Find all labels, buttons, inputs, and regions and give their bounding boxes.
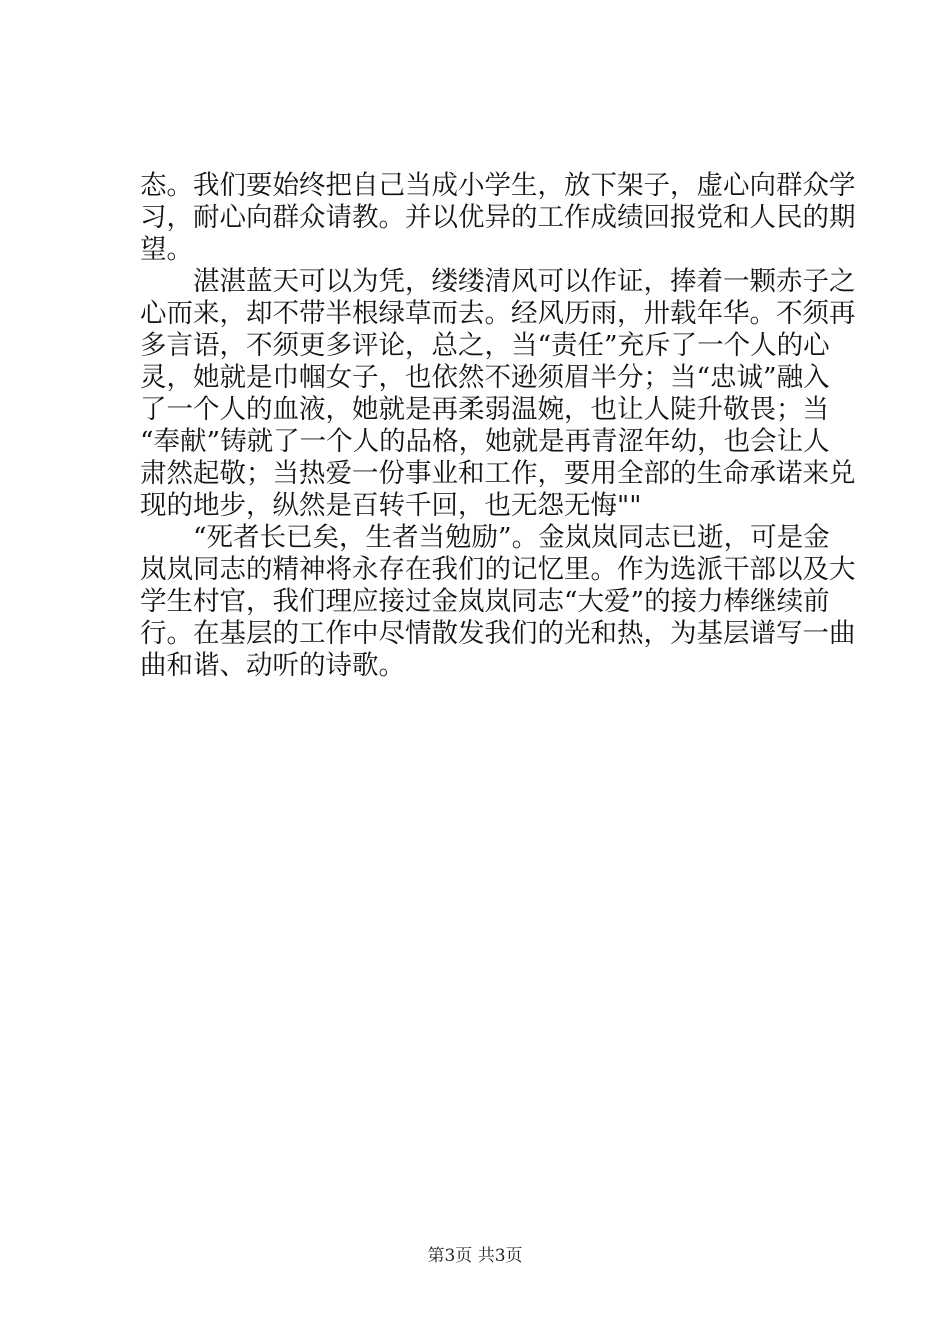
paragraph-line: 多言语，不须更多评论，总之，当“责任”充斥了一个人的心: [140, 330, 830, 361]
paragraph-line: “死者长已矣，生者当勉励”。金岚岚同志已逝，可是金: [193, 522, 830, 553]
paragraph-line: 望。: [140, 234, 193, 265]
paragraph-1: [140, 170, 856, 266]
paragraph-line: 湛湛蓝天可以为凭，缕缕清风可以作证，捧着一颗赤子之: [193, 266, 856, 297]
page-footer: [0, 1244, 950, 1268]
paragraph-line: 曲和谐、动听的诗歌。: [140, 650, 405, 681]
paragraph-line: “奉献”铸就了一个人的品格，她就是再青涩年幼，也会让人: [140, 426, 830, 457]
paragraph-line: 态。我们要始终把自己当成小学生，放下架子，虚心向群众学: [140, 170, 856, 201]
document-body: [140, 170, 856, 682]
paragraph-3: [140, 522, 856, 682]
paragraph-line: 了一个人的血液，她就是再柔弱温婉，也让人陡升敬畏；当: [140, 394, 829, 425]
paragraph-2: [140, 266, 856, 522]
paragraph-line: 灵，她就是巾帼女子，也依然不逊须眉半分；当“忠诚”融入: [140, 362, 830, 393]
paragraph-line: 习，耐心向群众请教。并以优异的工作成绩回报党和人民的期: [140, 202, 856, 233]
paragraph-line: 岚岚同志的精神将永存在我们的记忆里。作为选派干部以及大: [140, 554, 856, 585]
paragraph-line: 心而来，却不带半根绿草而去。经风历雨，卅载年华。不须再: [140, 298, 856, 329]
paragraph-line: 行。在基层的工作中尽情散发我们的光和热，为基层谱写一曲: [140, 618, 856, 649]
paragraph-line: 肃然起敬；当热爱一份事业和工作，要用全部的生命承诺来兑: [140, 458, 856, 489]
page-number-label: 第3页 共3页: [427, 1246, 523, 1266]
paragraph-line: 现的地步，纵然是百转千回，也无怨无悔"": [140, 490, 642, 521]
paragraph-line: 学生村官，我们理应接过金岚岚同志“大爱”的接力棒继续前: [140, 586, 830, 617]
